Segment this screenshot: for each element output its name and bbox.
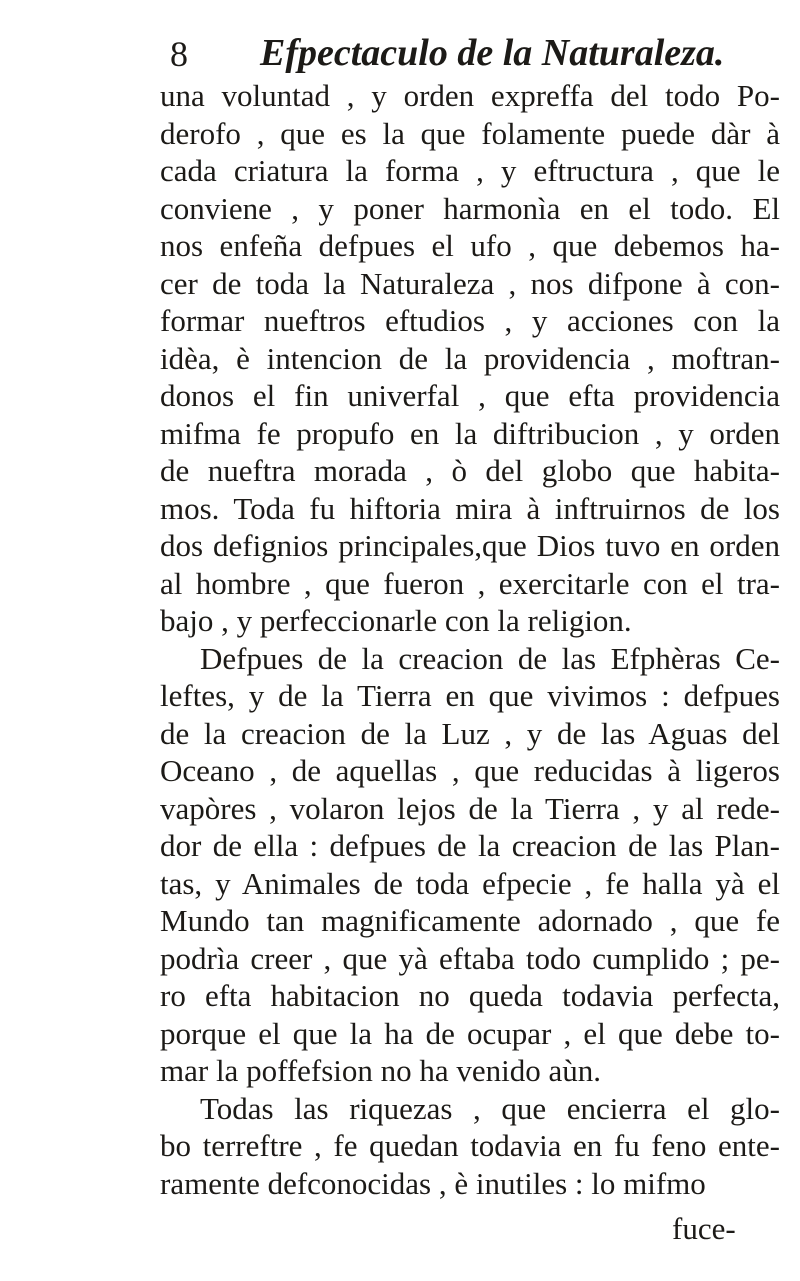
text-line: mos. Toda fu hiftoria mira à inftruirnos de los	[160, 490, 780, 526]
text-line: cada criatura la forma , y eftructura , que le	[160, 153, 780, 188]
text-line: tas, y Animales de toda efpecie , fe halla yà el	[160, 865, 780, 901]
page-header	[170, 32, 730, 82]
text-line: bajo , y perfeccionarle con la religion.	[160, 603, 632, 638]
text-line: nos enfeña defpues el ufo , que debemos ha-	[160, 228, 780, 263]
catchword: fuce-	[672, 1211, 736, 1246]
body-text	[160, 77, 780, 1202]
text-line: mar la poffefsion no ha venido aùn.	[160, 1053, 602, 1088]
text-line: idèa, è intencion de la providencia , moftran-	[160, 340, 780, 376]
text-line: porque el que la ha de ocupar , el que debe to-	[160, 1015, 780, 1051]
text-line: ramente defconocidas , è inutiles : lo mifmo	[160, 1165, 706, 1201]
paragraph-start-line: Defpues de la creacion de las Efphèras Ce-	[200, 640, 780, 676]
text-line: bo terreftre , fe quedan todavia en fu feno ente-	[160, 1128, 780, 1163]
text-line: leftes, y de la Tierra en que vivimos : defpues	[160, 678, 780, 713]
text-line: vapòres , volaron lejos de la Tierra , y al rede-	[160, 790, 780, 826]
text-line: formar nueftros eftudios , y acciones con la	[160, 303, 780, 338]
text-line: dos defignios principales,que Dios tuvo en orden	[160, 528, 780, 563]
text-line: ro efta habitacion no queda todavia perfecta,	[160, 978, 780, 1013]
text-line: mifma fe propufo en la diftribucion , y orden	[160, 415, 780, 451]
text-line: dor de ella : defpues de la creacion de las Plan-	[160, 828, 780, 863]
text-line: derofo , que es la que folamente puede dàr à	[160, 115, 780, 151]
text-line: Oceano , de aquellas , que reducidas à ligeros	[160, 753, 780, 788]
text-line: donos el fin univerfal , que efta providencia	[160, 378, 780, 413]
text-line: una voluntad , y orden expreffa del todo Po-	[160, 78, 780, 113]
text-line: conviene , y poner harmonìa en el todo. El	[160, 190, 780, 226]
text-line: de la creacion de la Luz , y de las Aguas del	[160, 715, 780, 751]
page-number: 8	[170, 34, 188, 74]
text-line: cer de toda la Naturaleza , nos difpone à con-	[160, 265, 780, 301]
text-line: de nueftra morada , ò del globo que habita-	[160, 453, 780, 488]
text-line: Mundo tan magnificamente adornado , que fe	[160, 903, 780, 938]
paragraph-start-line: Todas las riquezas , que encierra el glo-	[200, 1090, 780, 1126]
running-title: Efpectaculo de la Naturaleza.	[260, 32, 725, 74]
text-line: al hombre , que fueron , exercitarle con el tra-	[160, 565, 780, 601]
text-line: podrìa creer , que yà eftaba todo cumplido ; pe-	[160, 940, 780, 976]
